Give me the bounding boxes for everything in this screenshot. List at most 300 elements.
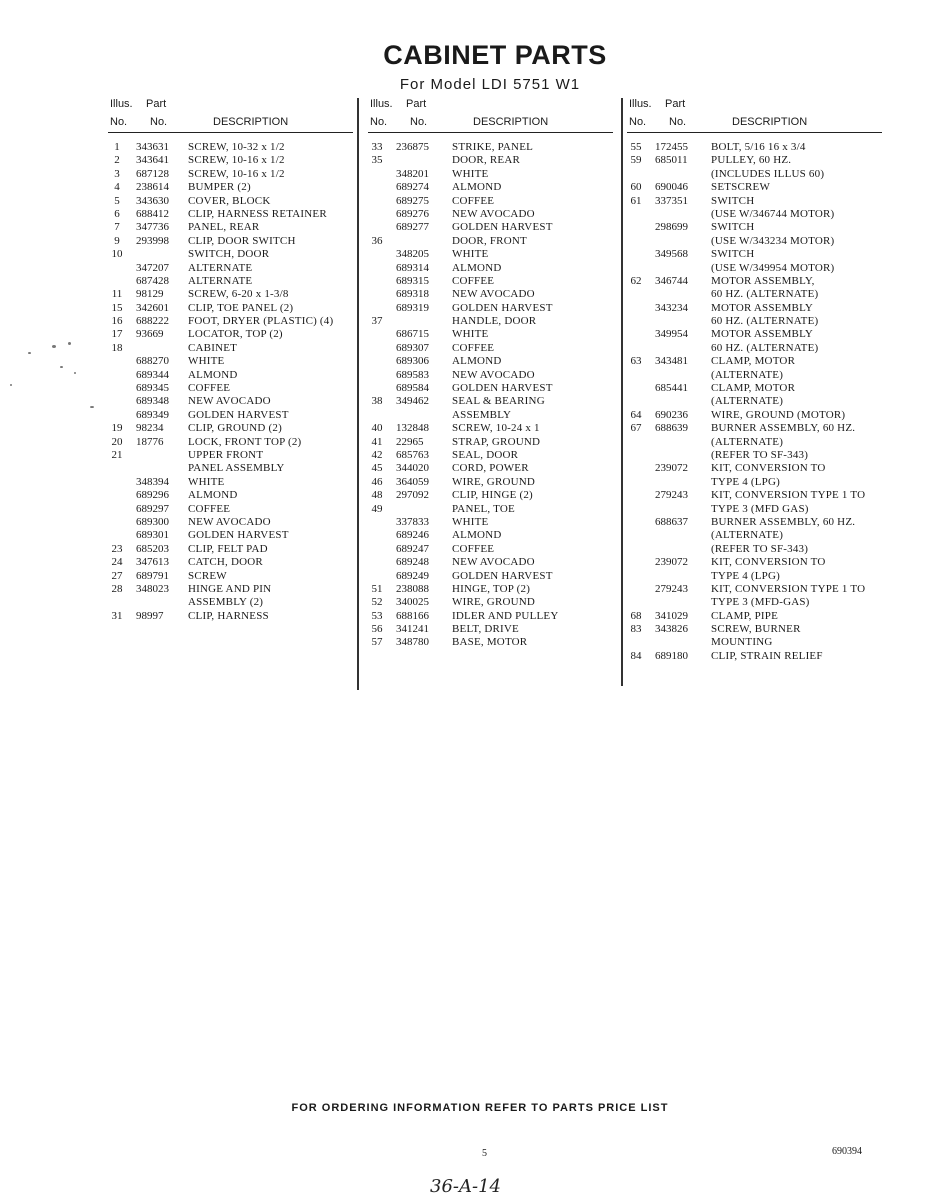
parts-row [108, 195, 353, 208]
illus-number: 55 [630, 141, 642, 153]
part-number: 238088 [396, 582, 429, 595]
parts-row [368, 436, 613, 449]
part-description: BELT, DRIVE [452, 623, 519, 636]
header-no: No. [629, 116, 647, 128]
illus-number: 42 [371, 448, 383, 461]
parts-row [627, 610, 882, 623]
illus-number: 7 [114, 221, 120, 234]
parts-column-3 [627, 96, 882, 663]
part-description: CLAMP, MOTOR [711, 382, 796, 395]
part-number: 93669 [136, 328, 164, 341]
part-description: BURNER ASSEMBLY, 60 HZ. [711, 515, 856, 528]
scan-speck [68, 342, 71, 345]
part-number: 343826 [655, 623, 688, 636]
part-description: TYPE 4 (LPG) [711, 569, 781, 582]
part-description: SWITCH [711, 248, 755, 261]
part-number: 689246 [396, 529, 429, 542]
part-number: 688270 [136, 355, 169, 368]
part-description: WHITE [188, 355, 225, 368]
part-number: 690236 [655, 408, 688, 421]
illus-number: 68 [630, 609, 642, 622]
part-number: 688637 [655, 515, 688, 528]
handwritten-note: 36-A-14 [430, 1176, 501, 1197]
parts-row [627, 288, 882, 301]
part-number: 349462 [396, 395, 429, 408]
parts-row [368, 503, 613, 516]
part-description: DOOR, REAR [452, 154, 521, 167]
part-description: GOLDEN HARVEST [452, 301, 553, 314]
part-description: MOTOR ASSEMBLY, [711, 274, 815, 287]
part-description: (ALTERNATE) [711, 529, 784, 542]
part-number: 689344 [136, 368, 169, 381]
parts-row [108, 543, 353, 556]
document-number: 690394 [832, 1146, 862, 1157]
part-description: PANEL, TOE [452, 502, 515, 515]
header-description: DESCRIPTION [732, 116, 808, 128]
column-header [627, 96, 882, 133]
part-description: CLIP, TOE PANEL (2) [188, 301, 294, 314]
part-description: CLIP, HINGE (2) [452, 489, 533, 502]
header-no: No. [370, 116, 388, 128]
parts-row [368, 476, 613, 489]
illus-number: 46 [371, 475, 383, 488]
illus-number: 57 [371, 636, 383, 649]
parts-row [627, 596, 882, 609]
parts-row [368, 636, 613, 649]
parts-row [627, 623, 882, 636]
parts-row [108, 382, 353, 395]
parts-row [108, 516, 353, 529]
part-description: NEW AVOCADO [452, 368, 535, 381]
parts-row [627, 489, 882, 502]
parts-row [627, 462, 882, 475]
part-description: STRAP, GROUND [452, 435, 541, 448]
part-number: 689296 [136, 489, 169, 502]
parts-rows [627, 133, 882, 663]
part-description: TYPE 3 (MFD-GAS) [711, 596, 810, 609]
part-number: 689300 [136, 515, 169, 528]
parts-row [108, 328, 353, 341]
part-description: WHITE [188, 475, 225, 488]
illus-number: 37 [371, 315, 383, 328]
part-number: 689180 [655, 649, 688, 662]
parts-row [627, 529, 882, 542]
part-description: COFFEE [452, 194, 495, 207]
parts-row [627, 355, 882, 368]
part-description: SCREW, 10-24 x 1 [452, 422, 540, 435]
parts-row [627, 583, 882, 596]
part-description: GOLDEN HARVEST [188, 408, 289, 421]
part-number: 348201 [396, 167, 429, 180]
illus-number: 60 [630, 181, 642, 194]
parts-row [627, 248, 882, 261]
parts-row [627, 262, 882, 275]
parts-row [368, 328, 613, 341]
part-number: 343630 [136, 194, 169, 207]
parts-row [627, 449, 882, 462]
illus-number: 27 [111, 569, 123, 582]
part-number: 348780 [396, 636, 429, 649]
illus-number: 33 [371, 141, 383, 153]
parts-row [627, 141, 882, 154]
parts-row [368, 168, 613, 181]
parts-row [368, 583, 613, 596]
part-number: 342601 [136, 301, 169, 314]
scan-speck [60, 366, 63, 368]
parts-row [108, 449, 353, 462]
parts-row [108, 583, 353, 596]
illus-number: 41 [371, 435, 383, 448]
part-number: 689314 [396, 261, 429, 274]
parts-row [627, 650, 882, 663]
illus-number: 3 [114, 167, 120, 180]
illus-number: 31 [111, 609, 123, 622]
part-description: UPPER FRONT [188, 448, 264, 461]
part-description: SCREW [188, 569, 227, 582]
parts-row [627, 543, 882, 556]
part-description: GOLDEN HARVEST [452, 221, 553, 234]
header-part: Part [146, 98, 167, 110]
illus-number: 84 [630, 649, 642, 662]
part-description: COVER, BLOCK [188, 194, 271, 207]
parts-row [108, 302, 353, 315]
parts-row [108, 141, 353, 154]
parts-row [108, 395, 353, 408]
header-part-no: No. [410, 116, 428, 128]
part-number: 236875 [396, 141, 429, 153]
part-description: ASSEMBLY [452, 408, 512, 421]
part-description: NEW AVOCADO [452, 207, 535, 220]
illus-number: 35 [371, 154, 383, 167]
part-number: 689349 [136, 408, 169, 421]
part-description: (REFER TO SF-343) [711, 448, 809, 461]
parts-row [108, 476, 353, 489]
parts-row [368, 462, 613, 475]
part-number: 689306 [396, 355, 429, 368]
parts-row [368, 154, 613, 167]
illus-number: 64 [630, 408, 642, 421]
part-description: SCREW, 10-16 x 1/2 [188, 167, 285, 180]
illus-number: 53 [371, 609, 383, 622]
part-description: NEW AVOCADO [188, 515, 271, 528]
part-description: (ALTERNATE) [711, 368, 784, 381]
header-illus: Illus. [370, 98, 393, 110]
parts-row [368, 248, 613, 261]
part-description: WIRE, GROUND (MOTOR) [711, 408, 846, 421]
part-description: SCREW, 10-32 x 1/2 [188, 141, 285, 153]
parts-row [368, 543, 613, 556]
parts-row [108, 154, 353, 167]
part-number: 348023 [136, 582, 169, 595]
part-number: 348394 [136, 475, 169, 488]
parts-row [108, 503, 353, 516]
part-number: 690046 [655, 181, 688, 194]
illus-number: 51 [371, 582, 383, 595]
illus-number: 18 [111, 341, 123, 354]
parts-row [368, 610, 613, 623]
part-number: 343631 [136, 141, 169, 153]
part-description: HINGE AND PIN [188, 582, 272, 595]
part-number: 689297 [136, 502, 169, 515]
illus-number: 38 [371, 395, 383, 408]
part-description: WHITE [452, 248, 489, 261]
part-number: 689584 [396, 382, 429, 395]
parts-row [368, 355, 613, 368]
part-number: 689248 [396, 556, 429, 569]
illus-number: 16 [111, 315, 123, 328]
column-header [368, 96, 613, 133]
page-number: 5 [482, 1148, 487, 1159]
parts-row [368, 275, 613, 288]
part-number: 293998 [136, 234, 169, 247]
illus-number: 24 [111, 556, 123, 569]
part-number: 689276 [396, 207, 429, 220]
part-description: GOLDEN HARVEST [188, 529, 289, 542]
illus-number: 5 [114, 194, 120, 207]
parts-row [368, 489, 613, 502]
illus-number: 83 [630, 623, 642, 636]
parts-row [627, 275, 882, 288]
part-description: NEW AVOCADO [452, 556, 535, 569]
column-divider [621, 98, 623, 686]
illus-number: 36 [371, 234, 383, 247]
part-number: 238614 [136, 181, 169, 194]
illus-number: 45 [371, 462, 383, 475]
part-number: 689277 [396, 221, 429, 234]
parts-row [627, 503, 882, 516]
parts-row [368, 395, 613, 408]
parts-row [627, 369, 882, 382]
parts-column-1 [108, 96, 353, 623]
parts-row [368, 315, 613, 328]
parts-row [108, 275, 353, 288]
parts-row [368, 422, 613, 435]
part-description: GOLDEN HARVEST [452, 382, 553, 395]
part-number: 349568 [655, 248, 688, 261]
part-number: 348205 [396, 248, 429, 261]
part-number: 689318 [396, 288, 429, 301]
part-description: CLIP, STRAIN RELIEF [711, 649, 823, 662]
parts-row [108, 208, 353, 221]
scan-speck [74, 372, 76, 374]
part-number: 689249 [396, 569, 429, 582]
parts-row [108, 570, 353, 583]
part-description: WHITE [452, 328, 489, 341]
part-number: 686715 [396, 328, 429, 341]
parts-row [108, 181, 353, 194]
part-description: CABINET [188, 341, 238, 354]
parts-row [627, 556, 882, 569]
header-description: DESCRIPTION [213, 116, 289, 128]
part-number: 687428 [136, 274, 169, 287]
parts-row [627, 315, 882, 328]
part-number: 340025 [396, 596, 429, 609]
part-description: COFFEE [188, 382, 231, 395]
part-number: 22965 [396, 435, 424, 448]
illus-number: 4 [114, 181, 120, 194]
parts-row [627, 328, 882, 341]
parts-row [368, 208, 613, 221]
parts-column-2 [368, 96, 613, 650]
parts-row [108, 262, 353, 275]
part-description: (INCLUDES ILLUS 60) [711, 167, 825, 180]
parts-row [627, 636, 882, 649]
part-number: 364059 [396, 475, 429, 488]
ordering-note: FOR ORDERING INFORMATION REFER TO PARTS PRICE LIST [291, 1102, 669, 1114]
parts-row [368, 235, 613, 248]
part-number: 689348 [136, 395, 169, 408]
part-number: 689301 [136, 529, 169, 542]
part-description: BOLT, 5/16 16 x 3/4 [711, 141, 806, 153]
part-number: 687128 [136, 167, 169, 180]
part-number: 337833 [396, 515, 429, 528]
part-number: 297092 [396, 489, 429, 502]
part-number: 239072 [655, 556, 688, 569]
parts-row [108, 409, 353, 422]
illus-number: 61 [630, 194, 642, 207]
part-number: 685203 [136, 542, 169, 555]
parts-row [627, 208, 882, 221]
part-description: ALMOND [188, 489, 238, 502]
parts-row [627, 168, 882, 181]
part-description: SCREW, 10-16 x 1/2 [188, 154, 285, 167]
part-description: PULLEY, 60 HZ. [711, 154, 792, 167]
parts-row [108, 288, 353, 301]
header-illus: Illus. [110, 98, 133, 110]
part-number: 689583 [396, 368, 429, 381]
parts-row [627, 302, 882, 315]
part-number: 349954 [655, 328, 688, 341]
part-description: CATCH, DOOR [188, 556, 263, 569]
part-description: ALTERNATE [188, 274, 253, 287]
part-description: SWITCH [711, 221, 755, 234]
parts-row [108, 369, 353, 382]
part-description: (ALTERNATE) [711, 435, 784, 448]
illus-number: 1 [114, 141, 120, 153]
part-description: PANEL ASSEMBLY [188, 462, 285, 475]
part-description: COFFEE [452, 341, 495, 354]
parts-row [368, 382, 613, 395]
illus-number: 23 [111, 542, 123, 555]
part-description: HANDLE, DOOR [452, 315, 537, 328]
part-description: BASE, MOTOR [452, 636, 528, 649]
part-number: 347613 [136, 556, 169, 569]
part-description: CLIP, GROUND (2) [188, 422, 282, 435]
part-number: 341241 [396, 623, 429, 636]
parts-row [368, 516, 613, 529]
part-description: COFFEE [452, 542, 495, 555]
part-number: 689307 [396, 341, 429, 354]
header-description: DESCRIPTION [473, 116, 549, 128]
parts-row [368, 449, 613, 462]
illus-number: 2 [114, 154, 120, 167]
part-description: NEW AVOCADO [188, 395, 271, 408]
parts-row [108, 342, 353, 355]
parts-row [627, 235, 882, 248]
part-number: 689315 [396, 274, 429, 287]
part-description: CLIP, HARNESS [188, 609, 269, 622]
part-description: ALMOND [452, 529, 502, 542]
part-number: 689275 [396, 194, 429, 207]
parts-row [108, 489, 353, 502]
part-number: 18776 [136, 435, 164, 448]
part-description: SETSCREW [711, 181, 771, 194]
part-description: WHITE [452, 167, 489, 180]
illus-number: 48 [371, 489, 383, 502]
part-description: CLIP, FELT PAD [188, 542, 268, 555]
parts-row [627, 342, 882, 355]
parts-row [108, 610, 353, 623]
part-number: 98234 [136, 422, 164, 435]
parts-row [108, 315, 353, 328]
scan-speck [90, 406, 94, 408]
parts-row [368, 570, 613, 583]
header-part: Part [406, 98, 427, 110]
illus-number: 21 [111, 448, 123, 461]
parts-row [108, 235, 353, 248]
parts-row [108, 436, 353, 449]
part-description: KIT, CONVERSION TYPE 1 TO [711, 582, 866, 595]
part-description: WHITE [452, 515, 489, 528]
part-description: (USE W/349954 MOTOR) [711, 261, 835, 274]
part-description: CLAMP, PIPE [711, 609, 778, 622]
page-title: CABINET PARTS [383, 40, 607, 70]
parts-row [368, 369, 613, 382]
parts-row [108, 529, 353, 542]
part-description: SWITCH [711, 194, 755, 207]
part-number: 347207 [136, 261, 169, 274]
part-description: WIRE, GROUND [452, 596, 536, 609]
part-number: 239072 [655, 462, 688, 475]
parts-row [368, 556, 613, 569]
part-description: LOCK, FRONT TOP (2) [188, 435, 302, 448]
part-description: 60 HZ. (ALTERNATE) [711, 288, 819, 301]
parts-row [627, 409, 882, 422]
parts-row [108, 248, 353, 261]
parts-row [368, 195, 613, 208]
part-description: 60 HZ. (ALTERNATE) [711, 341, 819, 354]
part-description: HINGE, TOP (2) [452, 582, 531, 595]
illus-number: 28 [111, 582, 123, 595]
illus-number: 52 [371, 596, 383, 609]
parts-row [368, 288, 613, 301]
illus-number: 20 [111, 435, 123, 448]
part-number: 688639 [655, 422, 688, 435]
part-number: 343481 [655, 355, 688, 368]
parts-row [627, 181, 882, 194]
part-description: SWITCH, DOOR [188, 248, 270, 261]
parts-row [108, 422, 353, 435]
part-number: 689319 [396, 301, 429, 314]
part-description: KIT, CONVERSION TO [711, 462, 826, 475]
illus-number: 62 [630, 274, 642, 287]
parts-row [368, 302, 613, 315]
part-description: GOLDEN HARVEST [452, 569, 553, 582]
part-description: IDLER AND PULLEY [452, 609, 559, 622]
illus-number: 9 [114, 234, 120, 247]
column-divider [357, 98, 359, 690]
part-description: (USE W/343234 MOTOR) [711, 234, 835, 247]
header-no: No. [110, 116, 128, 128]
part-description: (USE W/346744 MOTOR) [711, 207, 835, 220]
part-number: 685441 [655, 382, 688, 395]
parts-row [368, 409, 613, 422]
illus-number: 15 [111, 301, 123, 314]
parts-row [627, 395, 882, 408]
part-description: WIRE, GROUND [452, 475, 536, 488]
part-number: 688222 [136, 315, 169, 328]
part-number: 347736 [136, 221, 169, 234]
